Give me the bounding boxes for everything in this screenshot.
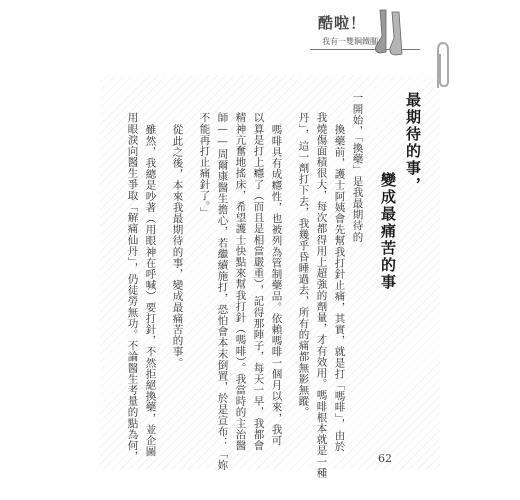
- body-column-9: 不能再打止痛針了。」: [198, 112, 211, 218]
- body-column-10: 從此之後，本來我最期待的事，變成最痛苦的事。: [171, 124, 184, 369]
- article-title-line-2: 變成最痛苦的事: [379, 172, 397, 291]
- body-column-6: 以算是打上癮了（而且是相當嚴重），記得那陣子，每天一早，我都會: [252, 112, 265, 451]
- body-column-5: 嗎啡具有成癮性，也被列為管制藥品。依賴嗎啡一個月以來，我可: [270, 124, 283, 446]
- paperclip-icon: [432, 40, 454, 92]
- chapter-header-title: 酷啦！: [318, 14, 367, 32]
- body-column-7: 精神亢奮地搖床，希望護士快點來幫我打針（嗎啡）。我當時的主治醫: [234, 112, 247, 451]
- body-column-11: 雖然，我總是吵著（用眼神在呼喊）要打針，不然拒絕換藥，並企圖: [144, 124, 157, 457]
- page-number: 62: [378, 452, 392, 465]
- feet-illustration-icon: [372, 8, 408, 60]
- body-column-8: 師——周爾康醫生擔心，若繼續施打，恐怕會本末倒置，於是宣布：「妳: [216, 112, 229, 471]
- body-column-12: 用眼淚向醫生爭取「解痛仙丹」，仍徒勞無功。不論醫生考量的點為何，: [126, 112, 139, 462]
- body-column-2: 換藥前，護士阿姨會先幫我打針止痛，其實，就是打「嗎啡」，由於: [333, 124, 346, 452]
- chapter-header-subtitle: 我有一雙鋼鐵腳: [322, 37, 378, 46]
- body-column-3: 我燒傷面積很大，每次都得用上超強的劑量，才有效用。嗎啡根本就是一種: [315, 112, 328, 479]
- body-column-4: 丹」，這一劑打下去，我幾乎昏睡過去，所有的痛都無影無蹤。: [297, 112, 310, 418]
- body-column-1: 一開始，「換藥」是我最期待的: [351, 92, 364, 243]
- article-title-line-1: 最期待的事，: [404, 92, 422, 194]
